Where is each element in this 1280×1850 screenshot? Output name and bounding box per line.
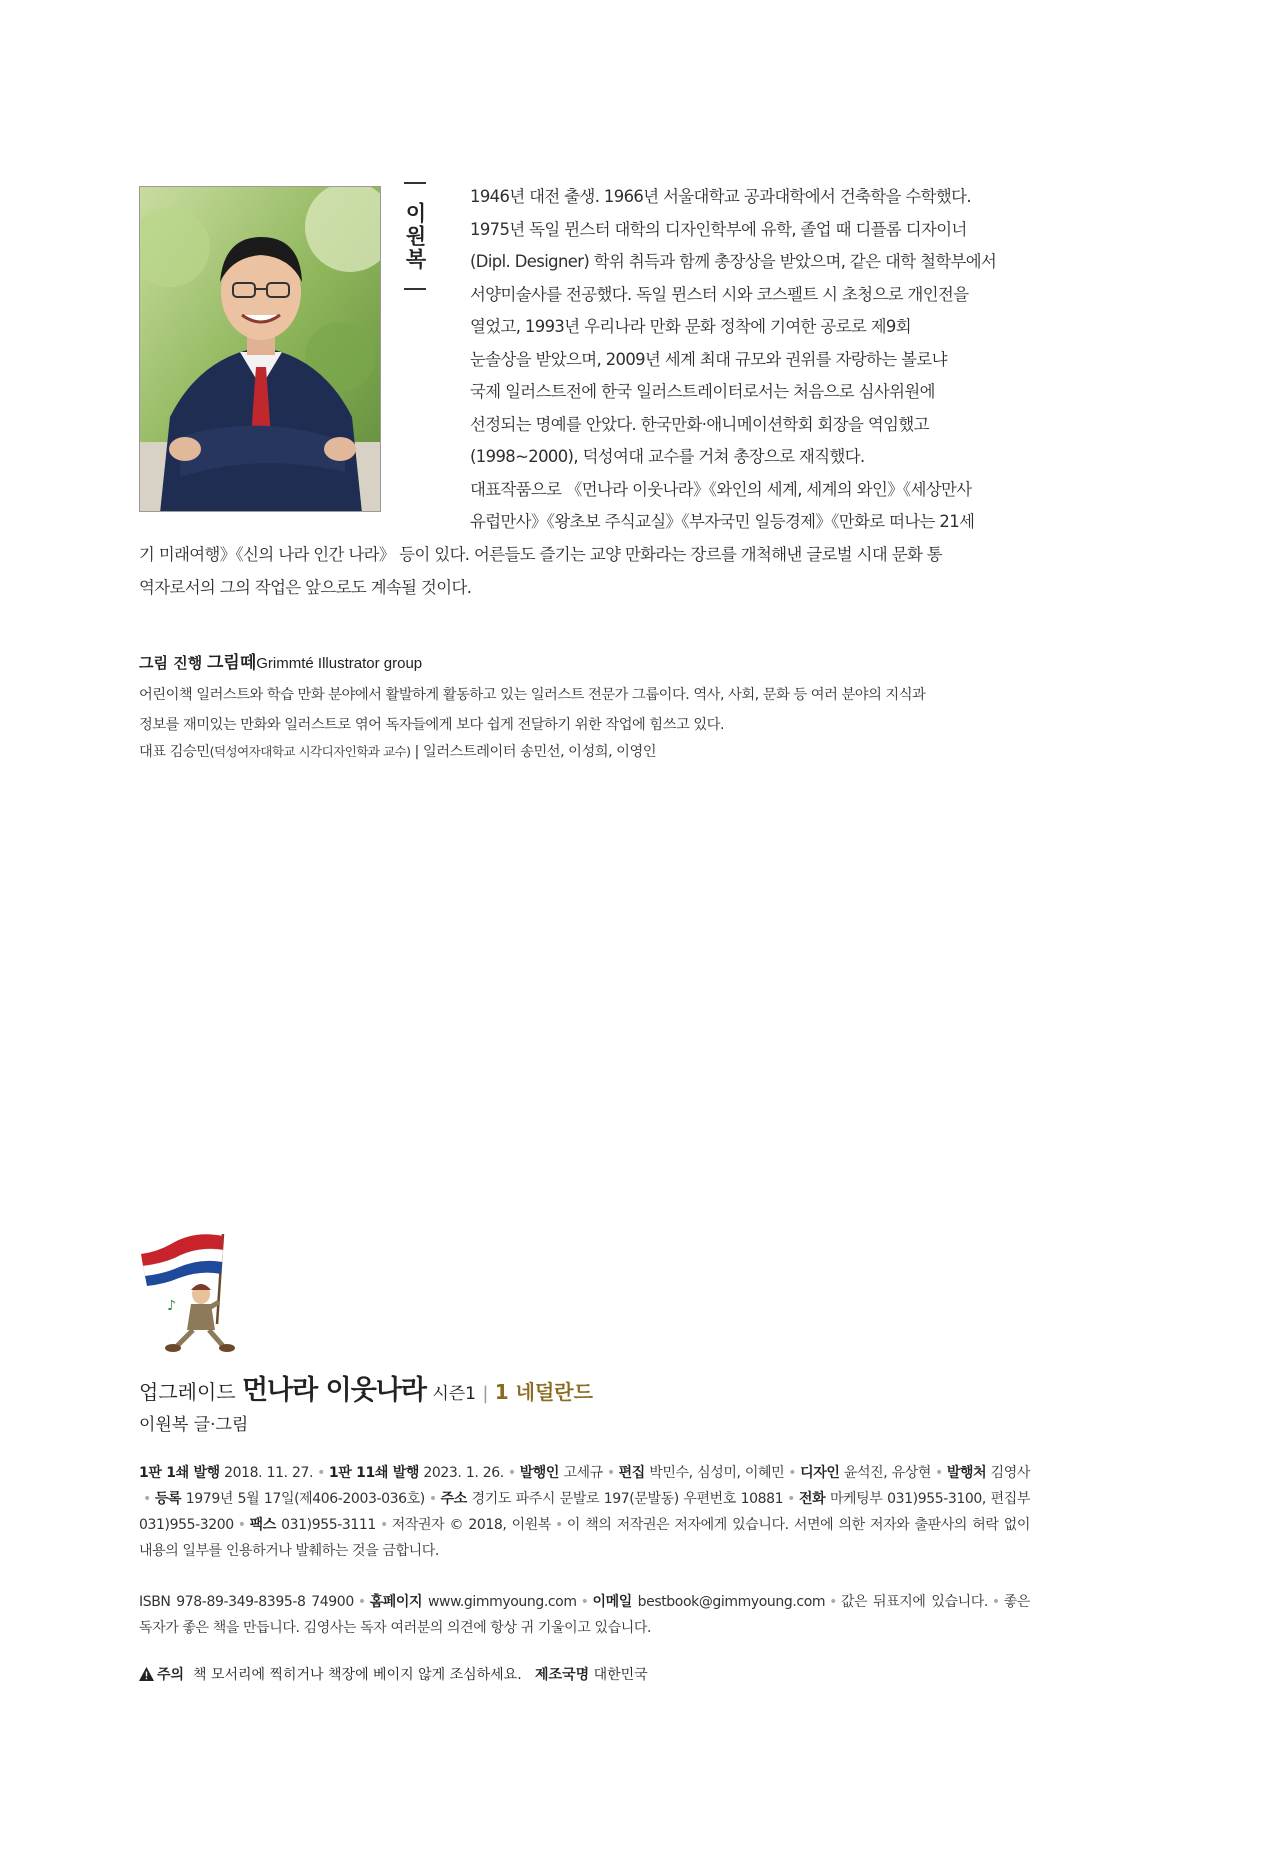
author-photo	[139, 186, 381, 512]
bullet: •	[428, 1491, 437, 1507]
bio-line: 선정되는 명예를 안았다. 한국만화·애니메이션학회 회장을 역임했고	[470, 414, 929, 434]
illustrator-desc-line: 어린이책 일러스트와 학습 만화 분야에서 활발하게 활동하고 있는 일러스트 전문가 그룹이다. 역사, 사회, 문화 등 여러 분야의 지식과	[139, 687, 926, 703]
book-title-prefix: 업그레이드	[139, 1380, 236, 1404]
address: 경기도 파주시 문발로 197(문발동) 우편번호 10881	[471, 1491, 784, 1507]
warning-icon	[139, 1667, 154, 1685]
eleventh-print-label: 1판 11쇄 발행	[328, 1465, 420, 1481]
bio-line: 눈솔상을 받았으며, 2009년 세계 최대 규모와 권위를 자랑하는 볼로냐	[470, 349, 947, 369]
bio-line: 역자로서의 그의 작업은 앞으로도 계속될 것이다.	[139, 577, 472, 597]
editor-label: 편집	[618, 1465, 645, 1481]
bullet: •	[829, 1594, 837, 1610]
mascot-flag-illustration	[139, 1232, 239, 1354]
book-title-main: 먼나라 이웃나라	[241, 1375, 426, 1406]
registration-label: 등록	[154, 1491, 182, 1507]
book-season: 시즌1	[432, 1384, 476, 1404]
fax-label: 팩스	[249, 1517, 276, 1533]
bullet: •	[317, 1465, 325, 1481]
house-label: 발행처	[946, 1465, 987, 1481]
publication-details	[139, 1460, 1030, 1564]
bullet: •	[237, 1517, 246, 1533]
illustrator-description	[139, 680, 1030, 740]
illustrator-representative	[139, 741, 656, 761]
bio-line: 1946년 대전 출생. 1966년 서울대학교 공과대학에서 건축학을 수학했다.	[470, 187, 971, 206]
bio-line: 기 미래여행》《신의 나라 인간 나라》 등이 있다. 어른들도 즐기는 교양 만화라는 장르를 개척해낸 글로벌 시대 문화 통	[139, 545, 943, 564]
author-portrait-image	[140, 187, 381, 512]
rep-members: | 일러스트레이터 송민선, 이성희, 이영인	[410, 744, 657, 760]
publisher-motto: 좋은 독자가 좋은 책을 만듭니다. 김영사는 독자 여러분의 의견에 항상 귀 기울이고 있습니다.	[139, 1594, 1030, 1636]
rep-affiliation: (덕성여자대학교 시각디자인학과 교수)	[209, 744, 411, 759]
first-edition-label: 1판 1쇄 발행	[139, 1465, 220, 1481]
email-label: 이메일	[592, 1594, 632, 1610]
country: 대한민국	[593, 1667, 648, 1683]
bullet: •	[143, 1491, 151, 1507]
editor-names: 박민수, 심성미, 이혜민	[649, 1465, 785, 1481]
house-name: 김영사	[990, 1465, 1030, 1481]
illustrator-name-en: Grimmté Illustrator group	[256, 655, 423, 672]
title-separator: |	[482, 1383, 489, 1404]
bullet: •	[991, 1594, 1000, 1610]
copyright: 저작권자 © 2018, 이원복	[391, 1517, 552, 1533]
email-address: bestbook@gimmyoung.com	[637, 1594, 826, 1610]
publisher-label: 발행인	[519, 1465, 560, 1481]
homepage-url: www.gimmyoung.com	[427, 1594, 577, 1610]
bio-line: (1998~2000), 덕성여대 교수를 거쳐 총장으로 재직했다.	[470, 447, 865, 466]
illustrator-heading	[139, 648, 422, 673]
dutch-flag-character-icon	[139, 1232, 239, 1354]
bullet: •	[935, 1465, 943, 1481]
registration-info: 1979년 5월 17일(제406-2003-036호)	[185, 1491, 425, 1507]
eleventh-print-date: 2023. 1. 26.	[423, 1465, 504, 1481]
safety-warning	[139, 1664, 648, 1685]
bullet: •	[787, 1491, 795, 1507]
illustrator-name: 그림떼	[206, 653, 257, 673]
rights-notice: 이 책의 저작권은 저자에게 있습니다. 서면에 의한 저자와 출판사의 허락 없이 내용의 일부를 인용하거나 발췌하는 것을 금합니다.	[139, 1517, 1030, 1559]
publisher-name: 고세규	[563, 1465, 603, 1481]
name-top-rule	[404, 182, 426, 184]
designer-names: 윤석진, 유상현	[843, 1465, 932, 1481]
warning-label: 주의	[157, 1667, 185, 1683]
bio-line: 대표작품으로 《먼나라 이웃나라》《와인의 세계, 세계의 와인》《세상만사	[470, 479, 972, 499]
book-title	[139, 1368, 593, 1407]
phone-label: 전화	[799, 1491, 826, 1507]
bullet: •	[555, 1517, 563, 1533]
bullet: •	[379, 1517, 388, 1533]
author-name: 이원복	[403, 201, 427, 271]
price-notice: 값은 뒤표지에 있습니다.	[840, 1594, 988, 1610]
book-volume: 1 네덜란드	[494, 1380, 593, 1404]
author-bio-full-width	[139, 539, 1030, 604]
bio-line: 국제 일러스트전에 한국 일러스트레이터로서는 처음으로 심사위원에	[470, 382, 935, 401]
isbn-contact	[139, 1589, 1030, 1641]
author-bio-right	[470, 181, 1030, 539]
rep-main: 대표 김승민	[139, 744, 210, 760]
bullet: •	[788, 1465, 797, 1481]
name-bottom-rule	[404, 288, 426, 290]
illustrator-label: 그림 진행	[139, 654, 203, 672]
bullet: •	[606, 1465, 615, 1481]
country-label: 제조국명	[535, 1667, 590, 1683]
first-edition-date: 2018. 11. 27.	[224, 1465, 314, 1481]
svg-text:♪: ♪	[167, 1298, 176, 1314]
warning-text: 책 모서리에 찍히거나 책장에 베이지 않게 조심하세요.	[192, 1667, 522, 1683]
bullet: •	[507, 1465, 516, 1481]
design-label: 디자인	[800, 1465, 840, 1481]
bullet: •	[580, 1594, 589, 1610]
bio-line: 서양미술사를 전공했다. 독일 뮌스터 시와 코스펠트 시 초청으로 개인전을	[470, 284, 969, 304]
author-name-vertical	[400, 182, 430, 290]
bio-line: (Dipl. Designer) 학위 취득과 함께 총장상을 받았으며, 같은 대학 철학부에서	[470, 252, 997, 271]
book-author-line: 이원복 글·그림	[139, 1415, 249, 1435]
fax-number: 031)955-3111	[281, 1517, 376, 1533]
bio-line: 1975년 독일 뮌스터 대학의 디자인학부에 유학, 졸업 때 디플롬 디자이너	[470, 219, 967, 239]
bio-line: 유럽만사》《왕초보 주식교실》《부자국민 일등경제》《만화로 떠나는 21세	[470, 512, 975, 531]
isbn: ISBN 978-89-349-8395-8 74900	[139, 1594, 354, 1610]
bullet: •	[357, 1594, 366, 1610]
homepage-label: 홈페이지	[369, 1594, 423, 1610]
bio-line: 열었고, 1993년 우리나라 만화 문화 정착에 기여한 공로로 제9회	[470, 317, 911, 336]
phone-numbers: 마케팅부 031)955-3100, 편집부 031)955-3200	[139, 1491, 1030, 1533]
illustrator-desc-line: 정보를 재미있는 만화와 일러스트로 엮어 독자들에게 보다 쉽게 전달하기 위한 작업에 힘쓰고 있다.	[139, 717, 725, 733]
address-label: 주소	[440, 1491, 467, 1507]
